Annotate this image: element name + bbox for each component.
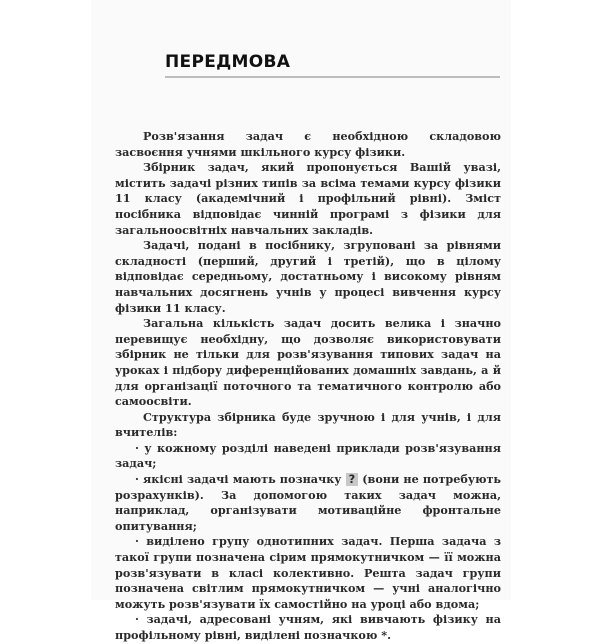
heading-block	[165, 52, 500, 78]
document-body	[115, 129, 501, 644]
page-title: ПЕРЕДМОВА	[165, 52, 291, 72]
paragraph: Загальна кількість задач досить велика і значно перевищує необхідну, що дозволяє використовувати збірник не тільки для розв'язування типових задач на уроках і підбору диференційованих домашніх завдань, а й для організації поточного та тематичного контролю або самоосвіти.	[115, 316, 501, 409]
bullet-item: · виділено групу однотипних задач. Перша задача з такої групи позначена сірим прямокутничком — її можна розв'язувати в класі колективно. Решта задач групи позначена світлим прямокутничком — учні аналогічно можуть розв'язувати їх самостійно на уроці або вдома;	[115, 534, 501, 611]
paragraph: Структура збірника буде зручною і для учнів, і для вчителів:	[115, 409, 501, 440]
paragraph: Задачі, подані в посібнику, згруповані за рівнями складності (перший, другий і третій), що в цілому відповідає середньому, достатньому і високому рівням навчальних досягнень учнів у процесі вивчення курсу фізики 11 класу.	[115, 238, 501, 315]
bullet-text: (вони не потребують розрахунків). За допомогою таких задач можна, наприклад, організувати мотиваційне фронтальне опитування;	[115, 472, 501, 533]
bullet-text: · якісні задачі мають позначку	[135, 472, 346, 487]
paragraph: Розв'язання задач є необхідною складовою засвоєння учнями шкільного курсу фізики.	[115, 129, 501, 159]
bullet-item: · у кожному розділі наведені приклади розв'язування задач;	[115, 440, 501, 471]
bullet-item: · задачі, адресовані учням, які вивчають фізику на профільному рівні, виділені позначкою *.	[115, 612, 501, 642]
paragraph: Збірник задач, який пропонується Вашій увазі, містить задачі різних типів за всіма темами курсу фізики 11 класу (академічний і профільний рівні). Зміст посібника відповідає чинній програмі з фізики для загальноосвітніх навчальних закладів.	[115, 160, 501, 237]
question-mark-icon: ?	[346, 473, 359, 486]
bullet-item	[115, 472, 501, 534]
